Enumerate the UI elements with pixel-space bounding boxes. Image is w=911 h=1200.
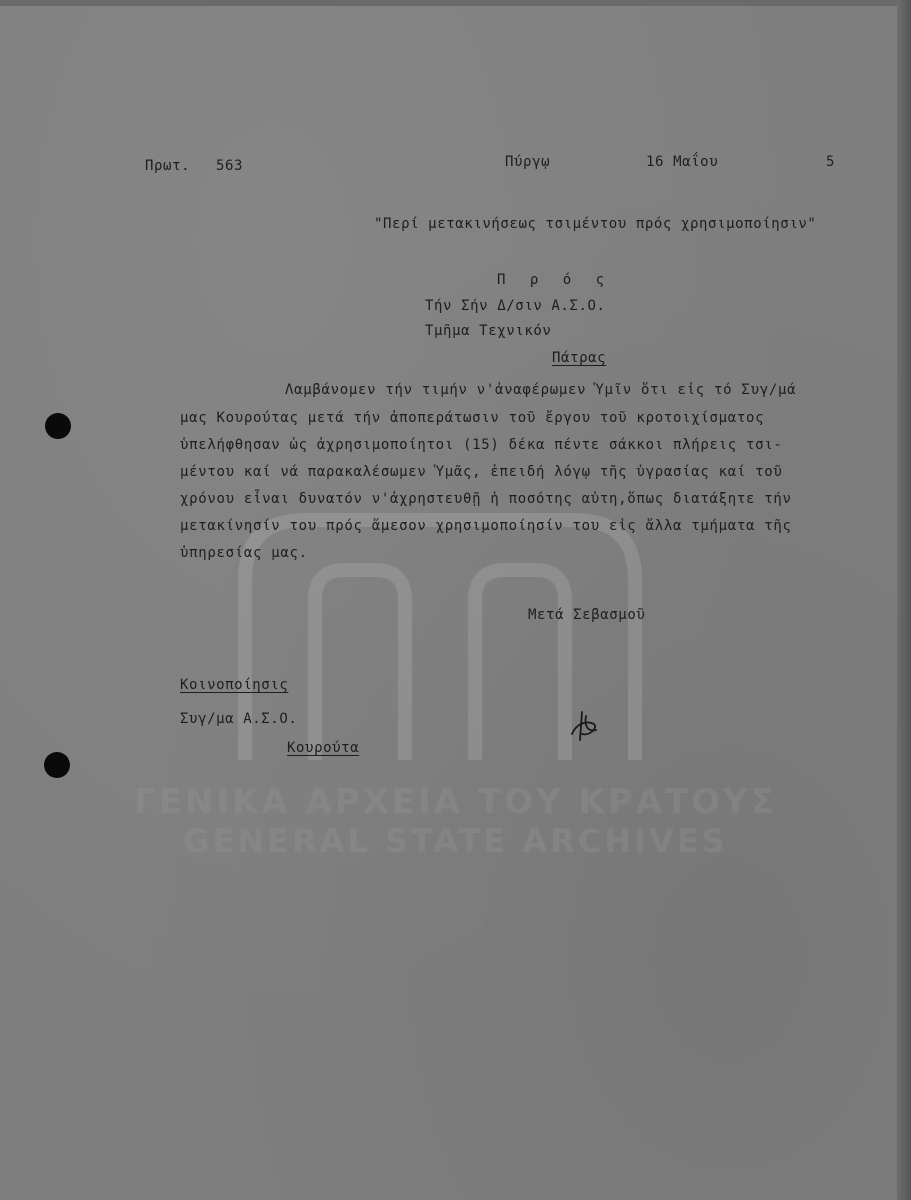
body-line-5 — [180, 491, 890, 507]
body-line-1-text: Λαμβάνομεν τήν τιμήν ν'ἀναφέρωμεν Ὑμῖν ὅτι εἰς τό Συγ/μά — [285, 382, 797, 398]
punch-hole-bottom — [44, 752, 70, 778]
recipient-line-2: Τμῆμα Τεχνικόν — [425, 323, 552, 339]
body-line-2-text: μας Κουρούτας μετά τήν ἀποπεράτωσιν τοῦ ἔργου τοῦ κροτοιχίσματος — [180, 410, 765, 426]
cc-line-2: Κουρούτα — [287, 740, 360, 756]
body-line-7 — [180, 545, 890, 561]
page-top-edge — [0, 0, 911, 6]
punch-hole-top — [45, 413, 71, 439]
watermark-greek: ΓΕΝΙΚΑ ΑΡΧΕΙΑ ΤΟΥ ΚΡΑΤΟΥΣ — [133, 782, 778, 822]
page-right-edge — [897, 0, 911, 1200]
body-line-3-text: ὑπελήφθησαν ὡς ἀχρησιμοποίητοι (15) δέκα πέντε σάκκοι πλήρεις τσι- — [180, 437, 783, 453]
protocol-number: 563 — [216, 158, 244, 174]
subject-line: "Περί μετακινήσεως τσιμέντου πρός χρησιμοποίησιν" — [374, 216, 817, 232]
cc-label: Κοινοποίησις — [180, 677, 289, 693]
recipient-line-1: Τήν Σήν Δ/σιν Α.Σ.Ο. — [425, 298, 606, 314]
body-line-4-text: μέντου καί νά παρακαλέσωμεν Ὑμᾶς, ἐπειδή λόγῳ τῆς ὑγρασίας καί τοῦ — [180, 464, 783, 480]
recipient-pros: Π ρ ό ς — [497, 272, 613, 288]
body-line-2 — [180, 410, 890, 426]
body-line-4 — [180, 464, 890, 480]
year-digit: 5 — [826, 154, 836, 170]
body-line-6-text: μετακίνησίν του πρός ἄμεσον χρησιμοποίησίν του εἰς ἄλλα τμήματα τῆς — [180, 518, 792, 534]
body-line-6 — [180, 518, 890, 534]
place-name: Πύργῳ — [505, 154, 551, 170]
body-line-7-text: ὑπηρεσίας μας. — [180, 545, 308, 561]
closing-salutation: Μετά Σεβασμοῦ — [528, 607, 646, 623]
date: 16 Μαΐου — [646, 154, 719, 170]
recipient-city: Πάτρας — [552, 350, 607, 366]
cc-line-1: Συγ/μα Α.Σ.Ο. — [180, 711, 298, 727]
body-line-1 — [285, 382, 890, 398]
handwritten-signature — [564, 706, 604, 746]
body-line-3 — [180, 437, 890, 453]
watermark-english: GENERAL STATE ARCHIVES — [183, 822, 728, 860]
body-line-5-text: χρόνου εἶναι δυνατόν ν'ἀχρηστευθῇ ἡ ποσότης αὐτη,ὅπως διατάξητε τήν — [180, 491, 792, 507]
protocol-label: Πρωτ. — [145, 158, 191, 174]
